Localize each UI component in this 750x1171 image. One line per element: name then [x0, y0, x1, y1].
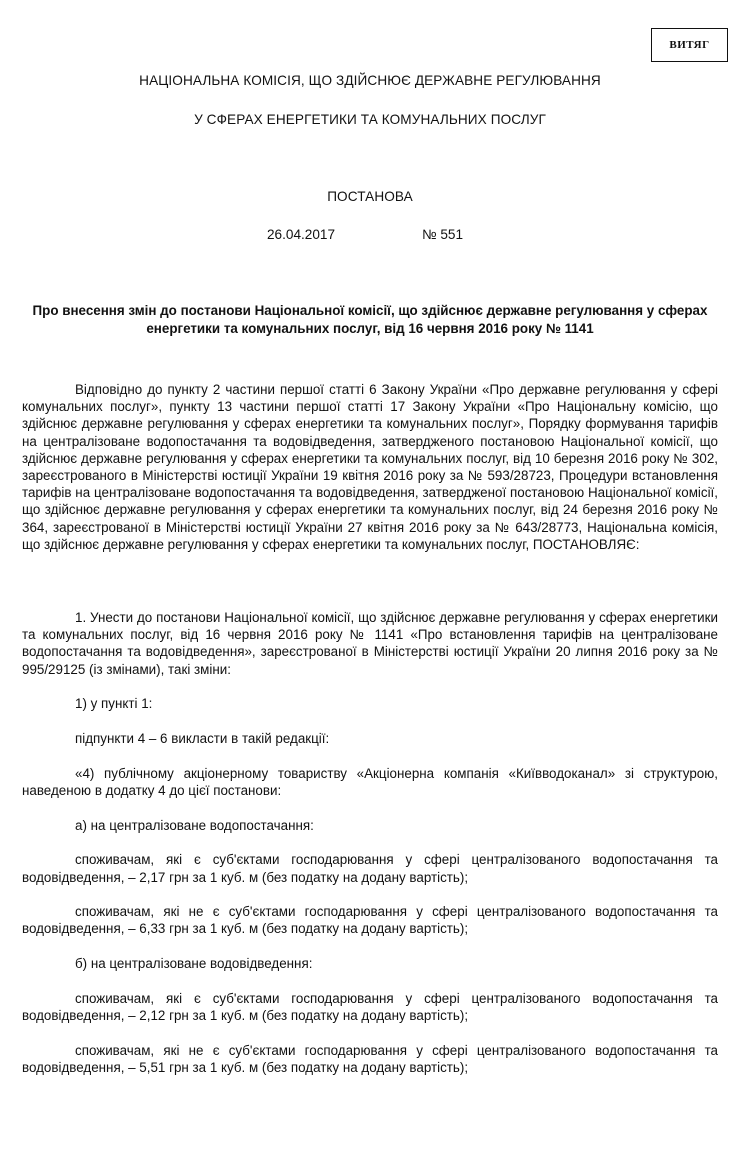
stamp-label: ВИТЯГ [669, 39, 710, 51]
body-paragraph: «4) публічному акціонерному товариству «Акціонерна компанія «Київводоканал» зі структурою, наведеною в додатку 4 до цієї постанови: [22, 765, 718, 798]
body-paragraph: споживачам, які не є суб'єктами господарювання у сфері централізованого водопостачання та водовідведення, – 5,51 грн за 1 куб. м (без податку на додану вартість); [22, 1042, 718, 1075]
extract-stamp [651, 28, 728, 62]
body-paragraph: підпункти 4 – 6 викласти в такій редакції: [75, 731, 330, 747]
body-paragraph: а) на централізоване водопостачання: [75, 817, 314, 833]
resolution-title: Про внесення змін до постанови Національної комісії, що здійснює державне регулювання у сферах енергетики та комунальних послуг, від 16 червня 2016 року № 1141 [32, 303, 708, 336]
body-paragraph: 1. Унести до постанови Національної комісії, що здійснює державне регулювання у сферах енергетики та комунальних послуг, від 16 червня 2016 року № 1141 «Про встановлення тарифів на централізоване водопостачання та водовідведення», зареєстрованої в Міністерстві юстиції України 20 липня 2016 року за № 995/29125 (із змінами), такі зміни: [22, 610, 718, 677]
document-type: ПОСТАНОВА [327, 189, 413, 204]
body-paragraph: споживачам, які не є суб'єктами господарювання у сфері централізованого водопостачання та водовідведення, – 6,33 грн за 1 куб. м (без податку на додану вартість); [22, 904, 718, 937]
commission-name-line2: У СФЕРАХ ЕНЕРГЕТИКИ ТА КОМУНАЛЬНИХ ПОСЛУГ [194, 112, 546, 127]
resolution-body [22, 381, 718, 1076]
commission-name-line1: НАЦІОНАЛЬНА КОМІСІЯ, ЩО ЗДІЙСНЮЄ ДЕРЖАВНЕ РЕГУЛЮВАННЯ [139, 73, 601, 88]
body-paragraph: споживачам, які є суб'єктами господарювання у сфері централізованого водопостачання та водовідведення, – 2,17 грн за 1 куб. м (без податку на додану вартість); [22, 852, 718, 885]
preamble-paragraph: Відповідно до пункту 2 частини першої статті 6 Закону України «Про державне регулювання у сфері комунальних послуг», пункту 13 частини першої статті 17 Закону України «Про Національну комісію, що здійснює державне регулювання у сферах енергетики та комунальних послуг», Порядку формування тарифів на централізоване водопостачання та водовідведення, затвердженого постановою Національної комісії, що здійснює державне регулювання у сферах енергетики та комунальних послуг, від 10 березня 2016 року № 302, зареєстрованого в Міністерстві юстиції України 19 квітня 2016 року за № 593/28723, Процедури встановлення тарифів на централізоване водопостачання та водовідведення, затвердженої постановою Національної комісії, що здійснює державне регулювання у сферах енергетики та комунальних послуг, від 24 березня 2016 року № 364, зареєстрованої в Міністерстві юстиції України 27 квітня 2016 року за № 643/28773, Національна комісія, що здійснює державне регулювання у сферах енергетики та комунальних послуг, ПОСТАНОВЛЯЄ: [22, 382, 718, 552]
body-paragraph: споживачам, які є суб'єктами господарювання у сфері централізованого водопостачання та водовідведення, – 2,12 грн за 1 куб. м (без податку на додану вартість); [22, 990, 718, 1024]
document-number: № 551 [422, 227, 464, 242]
body-paragraph: 1) у пункті 1: [75, 696, 153, 712]
document-date: 26.04.2017 [267, 227, 336, 242]
body-paragraph: б) на централізоване водовідведення: [75, 956, 313, 972]
